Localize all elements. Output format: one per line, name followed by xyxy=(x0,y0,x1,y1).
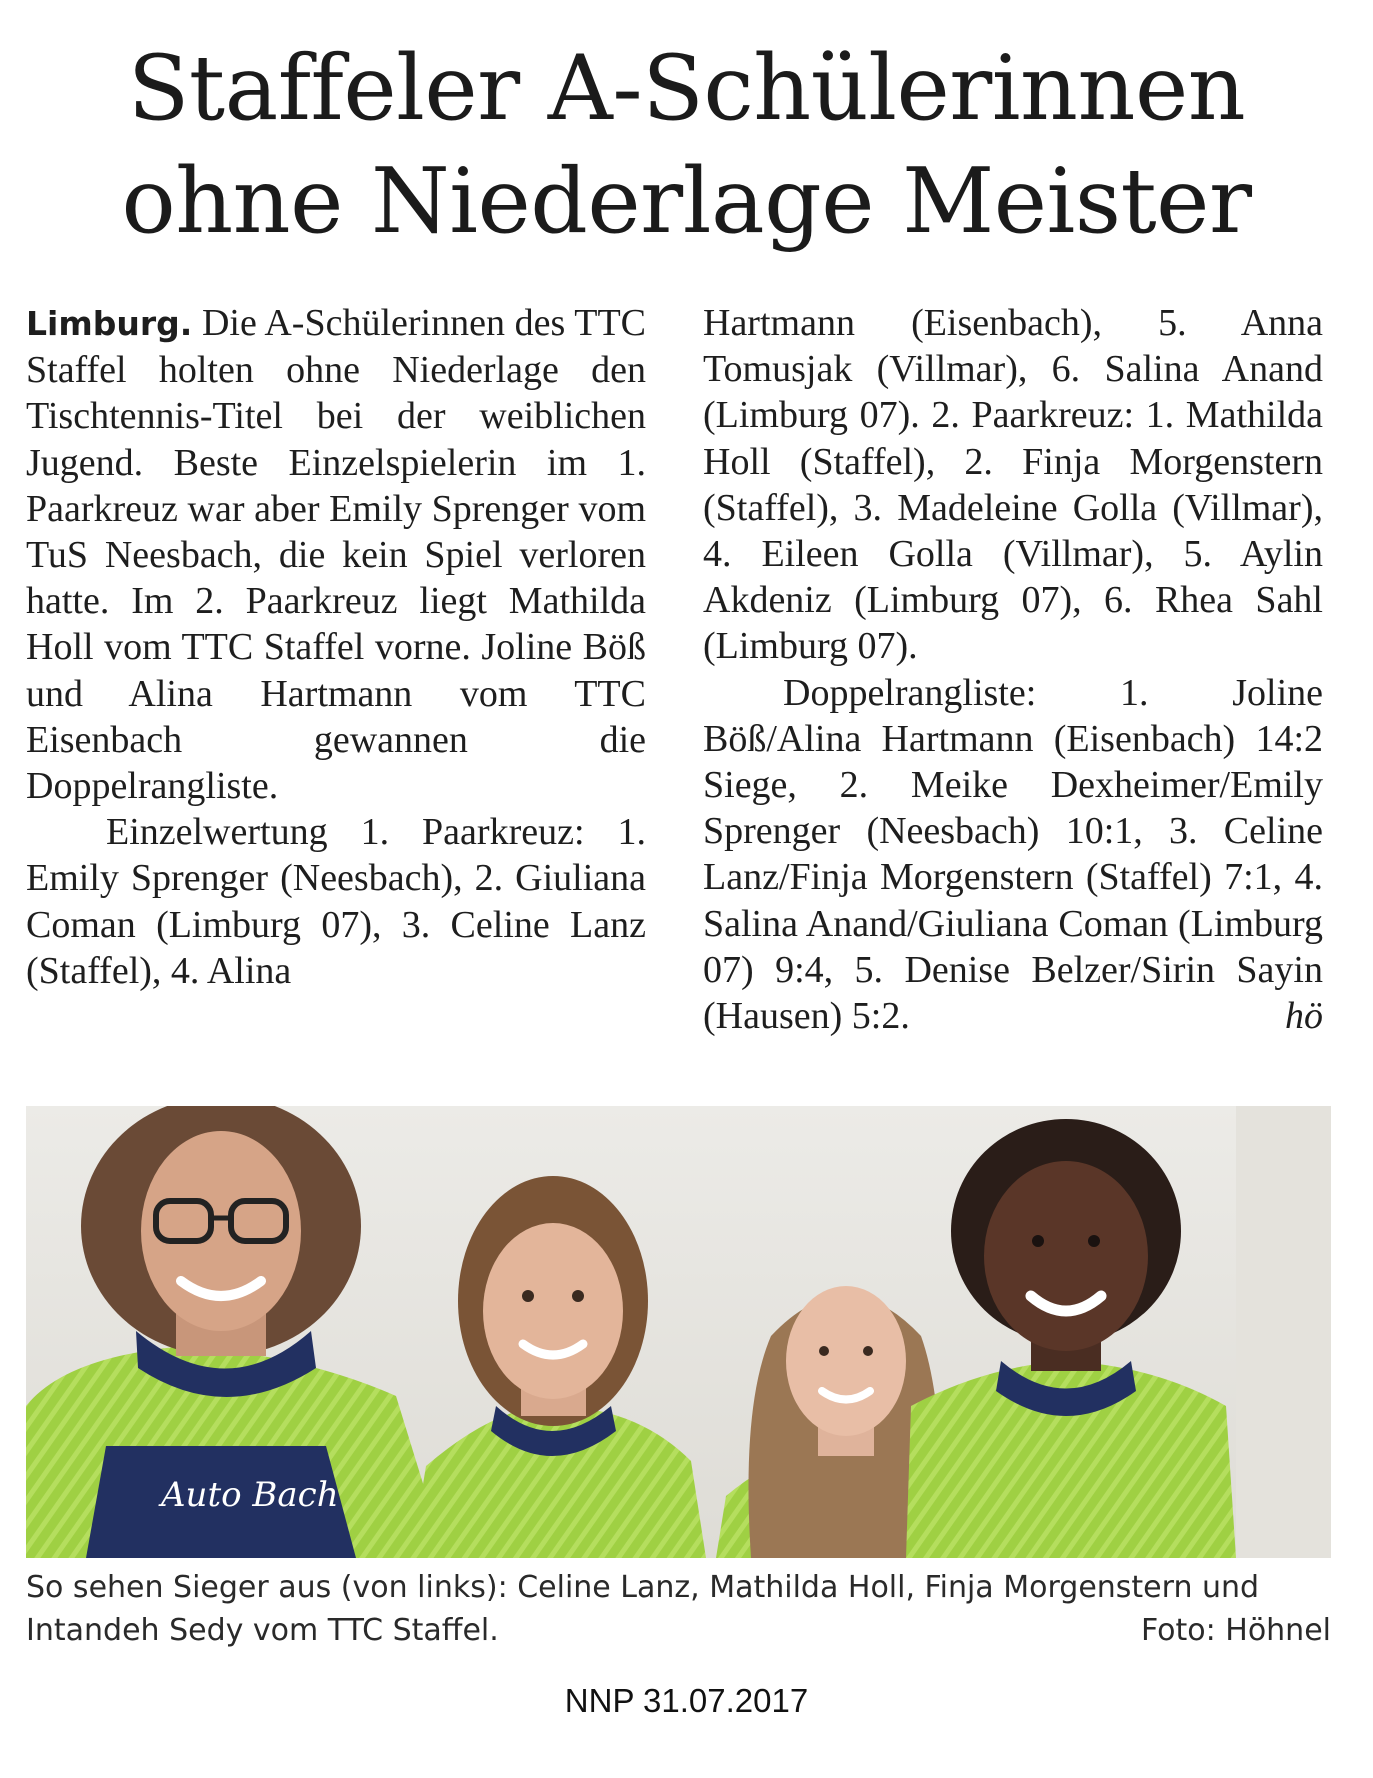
headline-line-2: ohne Niederlage Meister xyxy=(121,149,1252,254)
team-photo xyxy=(26,1106,1331,1558)
photo-caption xyxy=(26,1566,1331,1652)
article-paragraph-4-text: Doppelrangliste: 1. Joline Böß/Alina Hartmann (Eisenbach) 14:2 Siege, 2. Meike Dexheimer/Emily Sprenger (Neesbach) 10:1, 3. Celine Lanz/Finja Morgenstern (Staffel) 7:1, 4. Salina Anand/Giuliana Coman (Limburg 07) 9:4, 5. Denise Belzer/Sirin Sayin (Hausen) 5:2. xyxy=(703,671,1323,1038)
photo-caption-block xyxy=(26,1566,1331,1652)
publication-source: NNP 31.07.2017 xyxy=(564,1682,809,1719)
article-column-left xyxy=(26,300,646,994)
article-paragraph-1-text: Die A-Schülerinnen des TTC Staffel holten ohne Niederlage den Tischtennis-Titel bei der weiblichen Jugend. Beste Einzelspielerin im 1. Paarkreuz war aber Emily Sprenger vom TuS Neesbach, die kein Spiel verloren hatte. Im 2. Paarkreuz liegt Mathilda Holl vom TTC Staffel vorne. Joline Böß und Alina Hartmann vom TTC Eisenbach gewannen die Doppelrangliste. xyxy=(26,302,646,808)
photo-caption-text: So sehen Sieger aus (von links): Celine Lanz, Mathilda Holl, Finja Morgenstern und Intandeh Sedy vom TTC Staffel. xyxy=(26,1570,1260,1648)
article-column-right xyxy=(703,300,1323,1039)
sponsor-logo-text: Auto Bach xyxy=(161,1475,339,1515)
article-paragraph-3: Hartmann (Eisenbach), 5. Anna Tomusjak (Villmar), 6. Salina Anand (Limburg 07). 2. Paarkreuz: 1. Mathilda Holl (Staffel), 2. Finja Morgenstern (Staffel), 3. Madeleine Golla (Villmar), 4. Eileen Golla (Villmar), 5. Aylin Akdeniz (Limburg 07), 6. Rhea Sahl (Limburg 07). xyxy=(703,302,1323,668)
article-paragraph-2: Einzelwertung 1. Paarkreuz: 1. Emily Sprenger (Neesbach), 2. Giuliana Coman (Limburg 07), 3. Celine Lanz (Staffel), 4. Alina xyxy=(26,811,646,992)
photo-credit: Foto: Höhnel xyxy=(1140,1613,1331,1648)
author-signature: hö xyxy=(1285,995,1323,1038)
article-headline xyxy=(0,32,1373,258)
article-paragraph-4 xyxy=(703,670,1323,1040)
team-photo-illustration xyxy=(26,1106,1331,1558)
dateline: Limburg. xyxy=(26,304,193,343)
article-paragraph-1 xyxy=(26,300,646,809)
headline-line-1: Staffeler A-Schülerinnen xyxy=(127,36,1246,141)
